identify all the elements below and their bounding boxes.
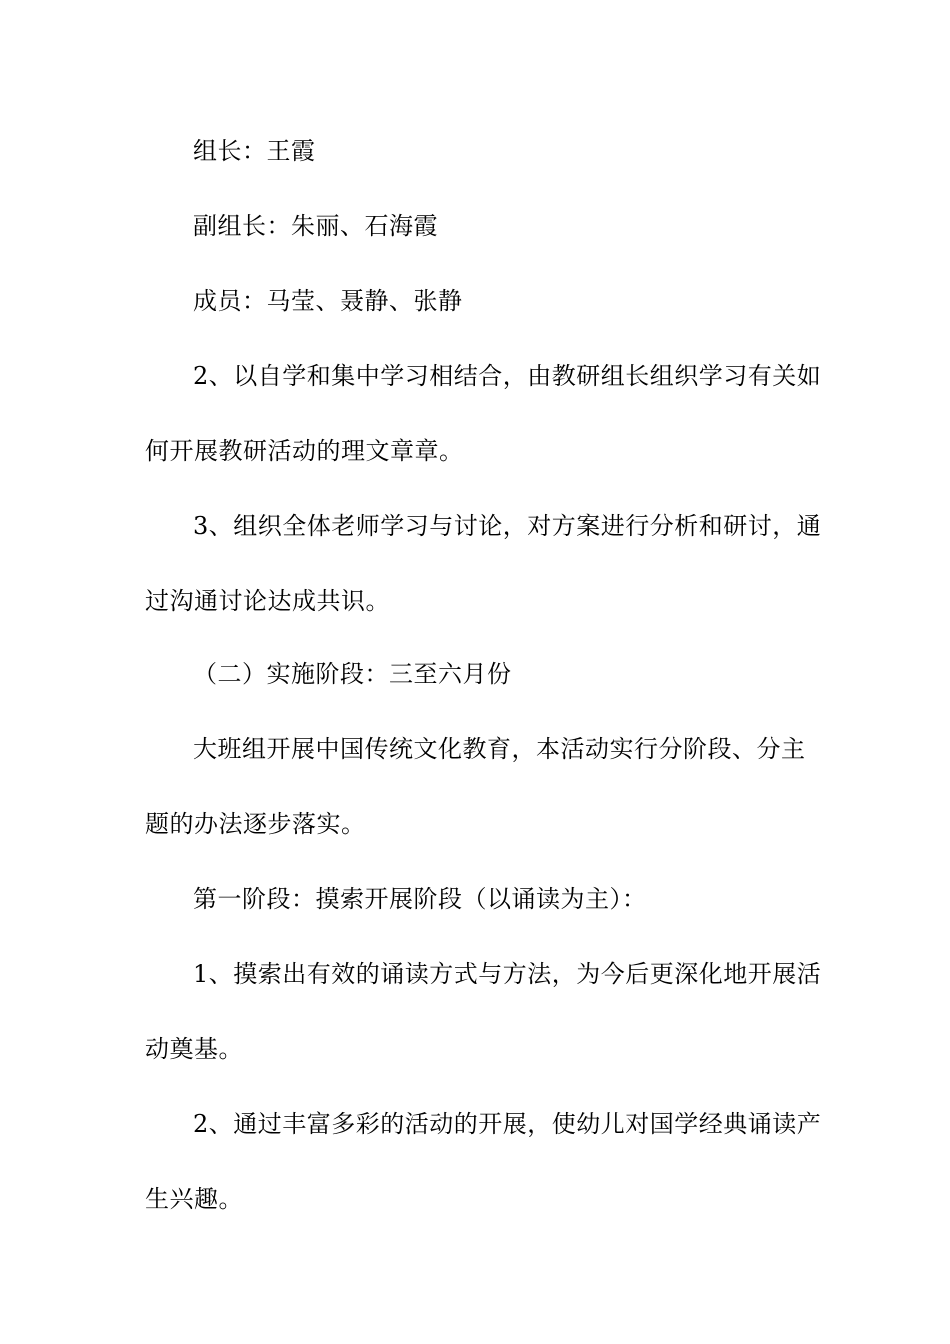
stage-item-1-line-2: 动奠基。 (145, 1035, 243, 1063)
team-leader-line: 组长：王霞 (193, 137, 316, 165)
section-heading: （二）实施阶段：三至六月份 (193, 660, 512, 688)
paragraph-item-2-line-2: 何开展教研活动的理文章章。 (145, 437, 464, 465)
stage-one-heading: 第一阶段：摸索开展阶段（以诵读为主）： (193, 885, 647, 913)
members-line: 成员：马莹、聂静、张静 (193, 287, 463, 315)
stage-item-2-line-1: 2、通过丰富多彩的活动的开展，使幼儿对国学经典诵读产 (193, 1110, 822, 1138)
stage-item-1-line-1: 1、摸索出有效的诵读方式与方法，为今后更深化地开展活 (193, 960, 822, 988)
deputy-leader-line: 副组长：朱丽、石海霞 (193, 212, 438, 240)
paragraph-item-3-line-1: 3、组织全体老师学习与讨论，对方案进行分析和研讨，通 (193, 512, 822, 540)
paragraph-intro-line-1: 大班组开展中国传统文化教育，本活动实行分阶段、分主 (193, 735, 806, 763)
paragraph-intro-line-2: 题的办法逐步落实。 (145, 810, 366, 838)
paragraph-item-3-line-2: 过沟通讨论达成共识。 (145, 587, 390, 615)
stage-item-2-line-2: 生兴趣。 (145, 1185, 243, 1213)
paragraph-item-2-line-1: 2、以自学和集中学习相结合，由教研组长组织学习有关如 (193, 362, 822, 390)
